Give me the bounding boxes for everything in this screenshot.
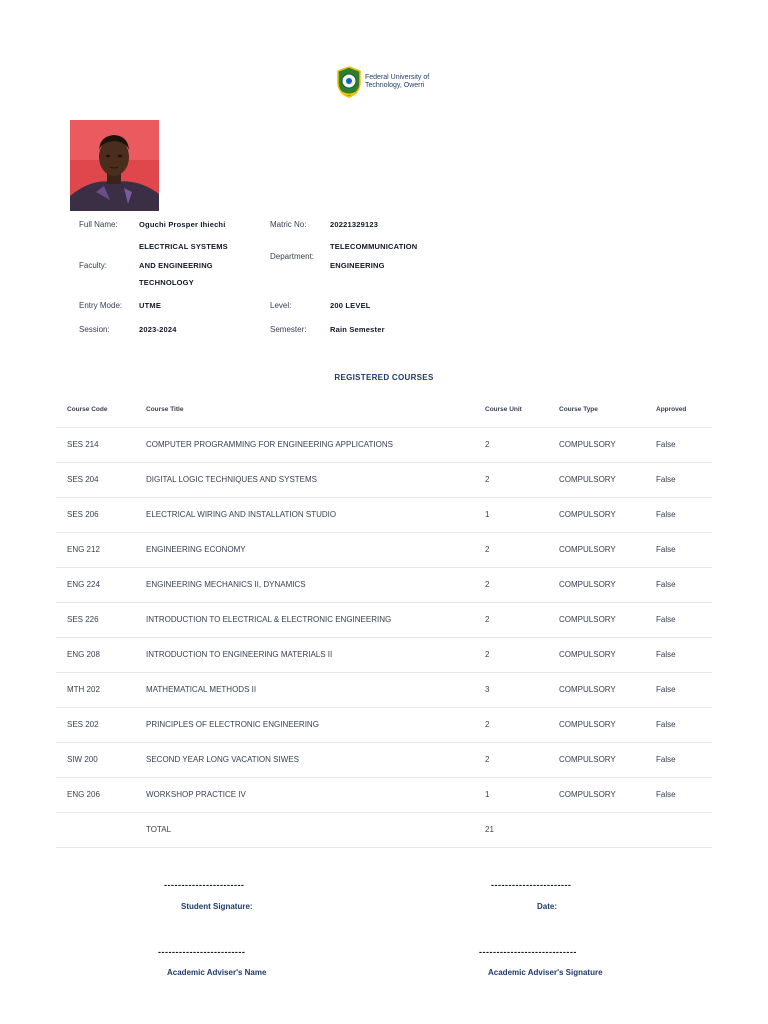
full-name-label: Full Name: — [79, 220, 118, 229]
course-title: WORKSHOP PRACTICE IV — [146, 790, 246, 799]
course-unit: 2 — [485, 755, 490, 764]
table-row — [56, 533, 712, 568]
total-label: TOTAL — [146, 825, 172, 834]
semester-value: Rain Semester — [330, 325, 385, 334]
course-unit: 1 — [485, 510, 490, 519]
course-approved: False — [656, 545, 676, 554]
student-signature-label: Student Signature: — [181, 902, 253, 911]
courses-table — [56, 396, 712, 848]
date-label: Date: — [537, 902, 558, 911]
course-approved: False — [656, 755, 676, 764]
course-type: COMPULSORY — [559, 615, 616, 624]
course-code: SES 214 — [67, 440, 99, 449]
course-type: COMPULSORY — [559, 545, 616, 554]
session-label: Session: — [79, 325, 110, 334]
course-unit: 2 — [485, 475, 490, 484]
university-name — [365, 74, 429, 90]
course-code: SES 226 — [67, 615, 99, 624]
course-title: PRINCIPLES OF ELECTRONIC ENGINEERING — [146, 720, 319, 729]
course-type: COMPULSORY — [559, 510, 616, 519]
course-type: COMPULSORY — [559, 790, 616, 799]
table-row — [56, 568, 712, 603]
table-row — [56, 778, 712, 813]
course-code: ENG 208 — [67, 650, 100, 659]
course-type: COMPULSORY — [559, 755, 616, 764]
matric-no-label: Matric No: — [270, 220, 307, 229]
course-code: ENG 224 — [67, 580, 100, 589]
table-total-row — [56, 813, 712, 848]
course-unit: 2 — [485, 615, 490, 624]
table-row — [56, 708, 712, 743]
student-photo — [70, 120, 159, 211]
adviser-signature-line: ---------------------------- — [479, 947, 577, 957]
course-code: ENG 206 — [67, 790, 100, 799]
table-row — [56, 428, 712, 463]
course-type: COMPULSORY — [559, 650, 616, 659]
course-approved: False — [656, 720, 676, 729]
course-title: COMPUTER PROGRAMMING FOR ENGINEERING APPLICATIONS — [146, 440, 393, 449]
course-code: ENG 212 — [67, 545, 100, 554]
adviser-signature-label: Academic Adviser's Signature — [488, 968, 603, 977]
course-title: DIGITAL LOGIC TECHNIQUES AND SYSTEMS — [146, 475, 317, 484]
course-code: SES 204 — [67, 475, 99, 484]
table-row — [56, 638, 712, 673]
level-value: 200 LEVEL — [330, 301, 371, 310]
course-approved: False — [656, 685, 676, 694]
course-unit: 2 — [485, 720, 490, 729]
student-signature-line: ----------------------- — [164, 880, 245, 890]
faculty-value-line2: AND ENGINEERING — [139, 261, 213, 270]
course-title: ENGINEERING MECHANICS II, DYNAMICS — [146, 580, 306, 589]
registered-courses-title: REGISTERED COURSES — [334, 373, 434, 382]
course-approved: False — [656, 790, 676, 799]
course-approved: False — [656, 475, 676, 484]
adviser-name-label: Academic Adviser's Name — [167, 968, 267, 977]
total-units: 21 — [485, 825, 494, 834]
course-unit: 2 — [485, 650, 490, 659]
course-type: COMPULSORY — [559, 475, 616, 484]
entry-mode-label: Entry Mode: — [79, 301, 123, 310]
course-unit: 3 — [485, 685, 490, 694]
semester-label: Semester: — [270, 325, 307, 334]
table-row — [56, 673, 712, 708]
course-approved: False — [656, 615, 676, 624]
course-title: ENGINEERING ECONOMY — [146, 545, 246, 554]
date-line: ----------------------- — [491, 880, 572, 890]
table-row — [56, 743, 712, 778]
department-value-line2: ENGINEERING — [330, 261, 385, 270]
entry-mode-value: UTME — [139, 301, 162, 310]
course-approved: False — [656, 580, 676, 589]
course-unit: 2 — [485, 440, 490, 449]
course-code: SIW 200 — [67, 755, 98, 764]
course-title: SECOND YEAR LONG VACATION SIWES — [146, 755, 299, 764]
course-approved: False — [656, 510, 676, 519]
course-approved: False — [656, 650, 676, 659]
course-type: COMPULSORY — [559, 580, 616, 589]
course-approved: False — [656, 440, 676, 449]
department-value-line1: TELECOMMUNICATION — [330, 242, 418, 251]
full-name-value: Oguchi Prosper Ihiechi — [139, 220, 226, 229]
student-photo-image — [70, 120, 159, 211]
course-unit: 2 — [485, 545, 490, 554]
matric-no-value: 20221329123 — [330, 220, 379, 229]
header-course-code: Course Code — [67, 406, 108, 413]
course-title: ELECTRICAL WIRING AND INSTALLATION STUDIO — [146, 510, 337, 519]
table-header — [56, 396, 712, 428]
course-title: INTRODUCTION TO ELECTRICAL & ELECTRONIC ENGINEERING — [146, 615, 392, 624]
university-name-line2: Technology, Owerri — [365, 82, 425, 89]
header-course-title: Course Title — [146, 406, 184, 413]
header-course-unit: Course Unit — [485, 406, 522, 413]
university-name-line1: Federal University of — [365, 74, 430, 81]
faculty-value-line3: TECHNOLOGY — [139, 278, 194, 287]
course-type: COMPULSORY — [559, 440, 616, 449]
level-label: Level: — [270, 301, 292, 310]
faculty-value-line1: ELECTRICAL SYSTEMS — [139, 242, 228, 251]
adviser-name-line: ------------------------- — [158, 947, 246, 957]
session-value: 2023-2024 — [139, 325, 177, 334]
faculty-label: Faculty: — [79, 261, 108, 270]
table-row — [56, 603, 712, 638]
course-unit: 1 — [485, 790, 490, 799]
university-seal-icon — [336, 66, 362, 98]
table-row — [56, 463, 712, 498]
course-title: MATHEMATICAL METHODS II — [146, 685, 257, 694]
course-type: COMPULSORY — [559, 685, 616, 694]
header-course-type: Course Type — [559, 406, 598, 413]
university-logo — [336, 66, 429, 98]
course-code: SES 206 — [67, 510, 99, 519]
course-type: COMPULSORY — [559, 720, 616, 729]
course-code: MTH 202 — [67, 685, 100, 694]
course-title: INTRODUCTION TO ENGINEERING MATERIALS II — [146, 650, 333, 659]
department-label: Department: — [270, 252, 315, 261]
table-row — [56, 498, 712, 533]
course-code: SES 202 — [67, 720, 99, 729]
header-approved: Approved — [656, 406, 687, 413]
course-unit: 2 — [485, 580, 490, 589]
